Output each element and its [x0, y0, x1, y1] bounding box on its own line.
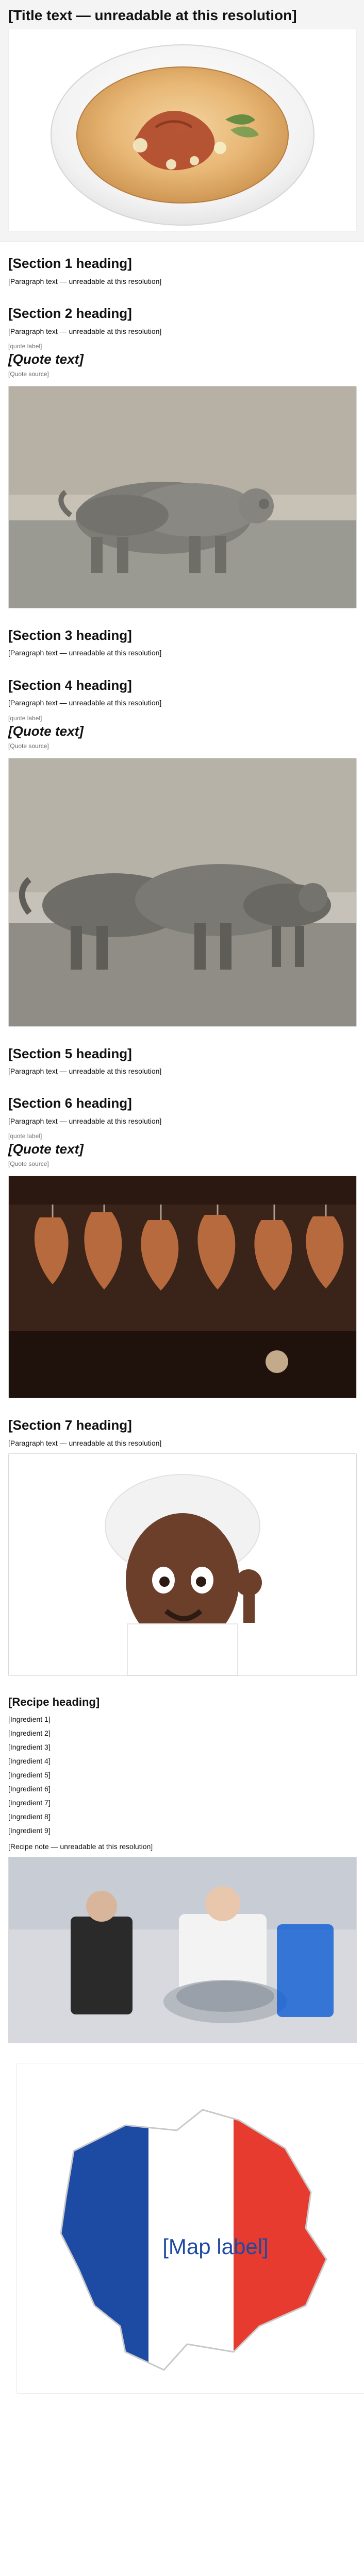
- quote-block: [8, 1132, 356, 1167]
- quote-text: [Quote text]: [8, 351, 84, 367]
- quote-block: [8, 343, 356, 378]
- france-map-illustration: [17, 2063, 364, 2393]
- paragraph: [Paragraph text — unreadable at this resolution]: [8, 649, 162, 657]
- photo-people-with-pot: [8, 1857, 357, 2043]
- section-sup: [0, 242, 364, 286]
- quote-source: [Quote source]: [8, 370, 49, 378]
- section-title: [Section 4 heading]: [8, 677, 132, 693]
- quote-source: [Quote source]: [8, 1160, 49, 1168]
- bottom-spacer: [0, 2394, 364, 2405]
- quote-label: [quote label]: [8, 1132, 42, 1140]
- paragraph: [Paragraph text — unreadable at this resolution]: [8, 1117, 162, 1126]
- ingredient: [Ingredient 3]: [8, 1743, 51, 1752]
- people-with-pot-illustration: [9, 1857, 356, 2043]
- photo-pig-sculpture: [8, 386, 357, 608]
- paragraph: [Paragraph text — unreadable at this resolution]: [8, 277, 162, 285]
- paragraph: [Paragraph text — unreadable at this resolution]: [8, 1067, 162, 1076]
- paragraph: [Paragraph text — unreadable at this resolution]: [8, 1438, 162, 1447]
- section-zarubezhny: [0, 664, 364, 1027]
- pigs-sculpture-2-illustration: [9, 758, 356, 1026]
- article-header: [0, 0, 364, 242]
- quote-text: [Quote text]: [8, 1141, 84, 1157]
- ingredient: [Ingredient 7]: [8, 1799, 51, 1807]
- section-ideologiya: [0, 614, 364, 658]
- section-voiny: [0, 1403, 364, 1676]
- chef-illustration: [9, 1454, 356, 1675]
- article-title: [Title text — unreadable at this resolution]: [8, 7, 297, 23]
- ingredient: [Ingredient 8]: [8, 1812, 51, 1821]
- quote-source: [Quote source]: [8, 742, 49, 750]
- ingredient: [Ingredient 6]: [8, 1785, 51, 1793]
- quote-label: [quote label]: [8, 342, 42, 350]
- section-title: [Section 6 heading]: [8, 1095, 132, 1111]
- section-title: [Section 1 heading]: [8, 256, 132, 272]
- pig-sculpture-illustration: [9, 386, 356, 608]
- section-sud: [0, 1081, 364, 1398]
- paragraph: [Paragraph text — unreadable at this resolution]: [8, 327, 162, 335]
- hero-image-soup: [8, 29, 357, 232]
- section-title: [Section 2 heading]: [8, 306, 132, 321]
- paragraph: [Paragraph text — unreadable at this resolution]: [8, 699, 162, 707]
- photo-pigs-sculpture-2: [8, 758, 357, 1027]
- section-alternativa: [0, 1032, 364, 1077]
- ingredient: [Ingredient 5]: [8, 1771, 51, 1780]
- quote-text: [Quote text]: [8, 723, 84, 739]
- photo-hams-market: [8, 1176, 357, 1398]
- section-recipe: [0, 1681, 364, 2043]
- quote-label: [quote label]: [8, 714, 42, 722]
- hams-market-illustration: [9, 1176, 356, 1398]
- photo-chef: [8, 1453, 357, 1676]
- section-map: [0, 2048, 364, 2394]
- soup-illustration: [9, 29, 356, 231]
- quote-block: [8, 715, 356, 750]
- recipe-title: [Recipe heading]: [8, 1696, 100, 1709]
- section-title: [Section 5 heading]: [8, 1045, 132, 1061]
- ingredient: [Ingredient 9]: [8, 1826, 51, 1835]
- section-title: [Section 3 heading]: [8, 627, 132, 643]
- section-title: [Section 7 heading]: [8, 1417, 132, 1433]
- france-map: [16, 2063, 364, 2394]
- ingredients-list: [8, 1714, 356, 1836]
- ingredient: [Ingredient 2]: [8, 1729, 51, 1738]
- ingredient: [Ingredient 4]: [8, 1757, 51, 1766]
- section-priroda: [0, 292, 364, 608]
- recipe-note: [Recipe note — unreadable at this resolution]: [8, 1842, 153, 1851]
- ingredient: [Ingredient 1]: [8, 1715, 51, 1724]
- map-label: [Map label]: [162, 2234, 269, 2259]
